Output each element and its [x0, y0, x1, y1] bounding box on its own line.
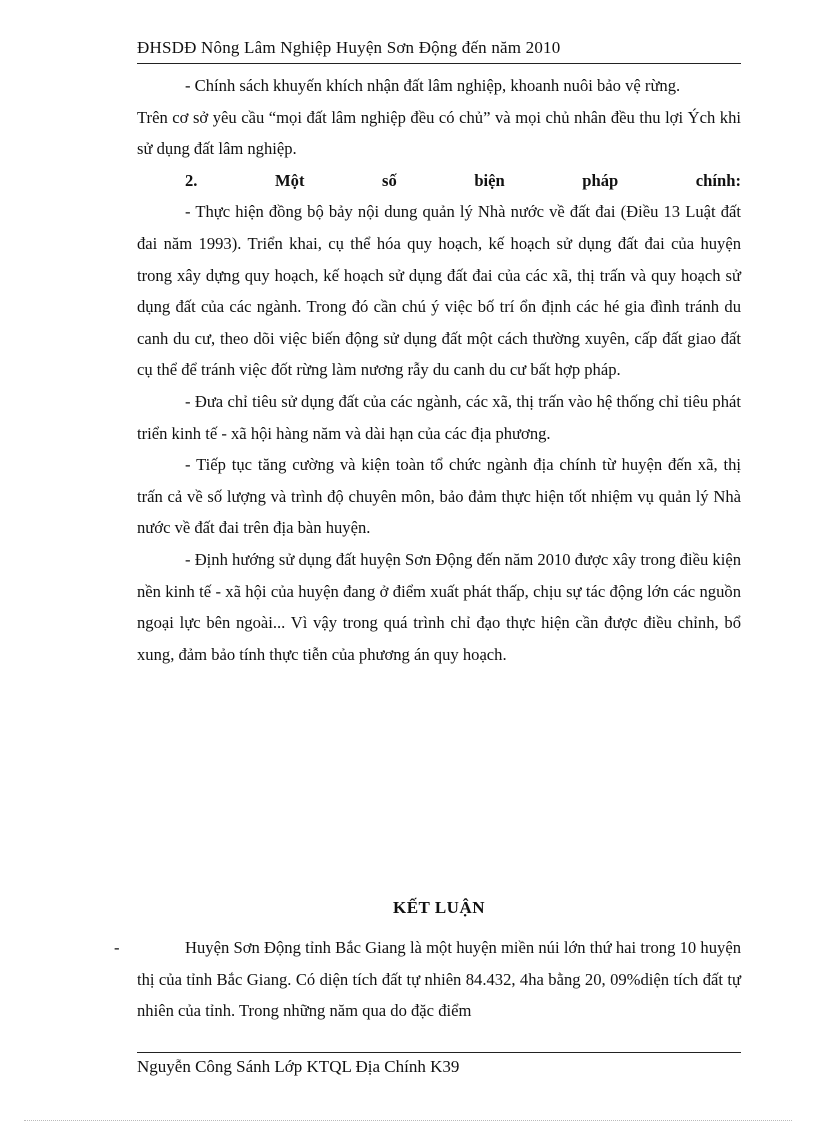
conclusion-paragraph: Huyện Sơn Động tỉnh Bắc Giang là một huyện miền núi lớn thứ hai trong 10 huyện thị của tỉnh Bắc Giang. Có diện tích đất tự nhiên 84.432, 4ha bằng 20, 09%diện tích đất tự nhiên của tỉnh. Trong những năm qua do đặc điểm: [137, 938, 741, 1020]
main-body: [137, 70, 741, 670]
section-heading-measures: [137, 165, 741, 197]
footer-rule: [137, 1052, 741, 1053]
header-rule: [137, 63, 741, 64]
paragraph-land-indicators: - Đưa chỉ tiêu sử dụng đất của các ngành, các xã, thị trấn vào hệ thống chỉ tiêu phát triển kinh tế - xã hội hàng năm và dài hạn của các địa phương.: [137, 391, 741, 443]
page-edge-divider: [24, 1120, 792, 1121]
page-header: ĐHSDĐ Nông Lâm Nghiệp Huyện Sơn Động đến năm 2010: [137, 38, 561, 57]
heading-word: số: [382, 170, 397, 190]
paragraph-ownership: Trên cơ sở yêu cầu “mọi đất lâm nghiệp đều có chủ” và mọi chủ nhân đều thu lợi Ých khi sử dụng đất lâm nghiệp.: [137, 107, 741, 159]
paragraph-land-orientation: - Định hướng sử dụng đất huyện Sơn Động đến năm 2010 được xây trong điều kiện nền kinh tế - xã hội của huyện đang ở điểm xuất phát thấp, chịu sự tác động lớn các nguồn ngoại lực bên ngoài... Vì vậy trong quá trình chỉ đạo thực hiện cần được điều chỉnh, bổ xung, đảm bảo tính thực tiễn của phương án quy hoạch.: [137, 549, 741, 664]
heading-word: Một: [274, 170, 305, 190]
conclusion-bullet: -: [114, 938, 120, 957]
heading-word: pháp: [582, 170, 619, 190]
paragraph-state-management: - Thực hiện đồng bộ bảy nội dung quản lý Nhà nước về đất đai (Điều 13 Luật đất đai năm 1993). Triển khai, cụ thể hóa quy hoạch, kế hoạch sử dụng đất đai của huyện trong xây dựng quy hoạch, kế hoạch sử dụng đất đai của các xã, thị trấn và quy hoạch sử dụng đất của các ngành. Trong đó cần chú ý việc bố trí ổn định các hé gia đình tránh du canh du cư, theo dõi việc biến động sử dụng đất một cách thường xuyên, cấp đất giao đất cụ thể để tránh việc đốt rừng làm nương rẫy du canh du cư bất hợp pháp.: [137, 202, 741, 380]
page-footer: Nguyễn Công Sánh Lớp KTQL Địa Chính K39: [137, 1057, 460, 1076]
paragraph-forest-policy: - Chính sách khuyến khích nhận đất lâm nghiệp, khoanh nuôi bảo vệ rừng.: [185, 76, 681, 95]
heading-word: biện: [474, 170, 505, 190]
conclusion-title: KẾT LUẬN: [392, 898, 485, 917]
heading-word: chính:: [695, 170, 741, 190]
heading-word: 2.: [185, 170, 198, 190]
paragraph-cadastral-organization: - Tiếp tục tăng cường và kiện toàn tổ chức ngành địa chính từ huyện đến xã, thị trấn cả về số lượng và trình độ chuyên môn, bảo đảm thực hiện tốt nhiệm vụ quản lý Nhà nước về đất đai trên địa bàn huyện.: [137, 455, 741, 538]
